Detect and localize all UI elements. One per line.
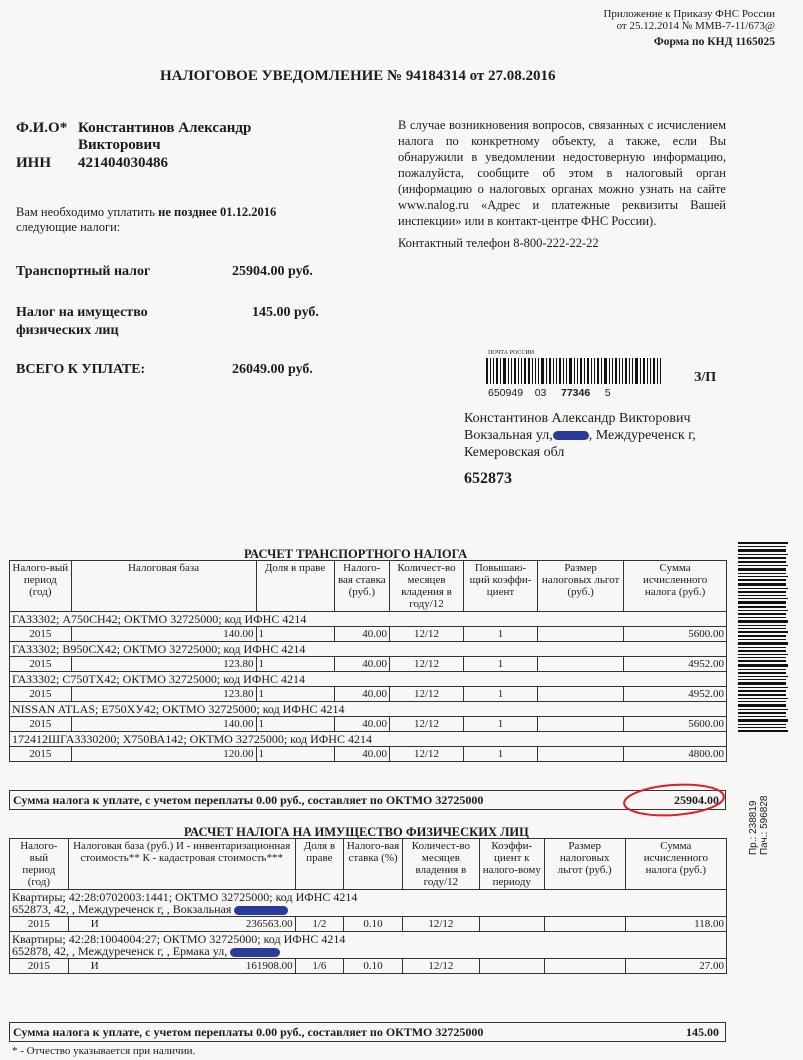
cell-rate: 0.10	[344, 917, 403, 932]
barcode-bar	[738, 588, 788, 589]
cell-period: 2015	[10, 687, 72, 702]
barcode-bar	[738, 664, 788, 667]
total-label: ВСЕГО К УПЛАТЕ:	[16, 362, 146, 377]
vehicle-desc-row	[10, 732, 727, 747]
recipient-address	[464, 410, 764, 461]
barcode-bar	[591, 358, 592, 384]
cell-share: 1	[256, 627, 334, 642]
col-period: Налого-вый период (год)	[10, 839, 69, 890]
cell-coef: 1	[464, 687, 538, 702]
cell-rate: 40.00	[334, 657, 389, 672]
redaction-mark	[234, 906, 288, 915]
vehicle-desc-row	[10, 612, 727, 627]
taxpayer-name-1: Константинов Александр	[78, 120, 252, 136]
property-desc-line-1: Квартиры; 42:28:1004004:27; ОКТМО 32725000; код ИФНС 4214	[12, 932, 346, 946]
payment-prefix: Вам необходимо уплатить	[16, 205, 156, 219]
col-months: Количест-во месяцев владения в году/12	[390, 561, 464, 612]
col-base: Налоговая база (руб.) И - инвентаризационная стоимость** К - кадастровая стоимость***	[68, 839, 295, 890]
barcode-bar	[490, 358, 491, 384]
barcode-bar	[511, 358, 512, 384]
barcode-bar	[738, 565, 788, 566]
col-benefit: Размер налоговых льгот (руб.)	[544, 839, 625, 890]
recipient-street	[464, 427, 764, 444]
postcode: 652873	[464, 470, 512, 487]
property-desc-line-2	[12, 945, 724, 957]
cell-base-value: 236563.00	[245, 918, 293, 930]
barcode-bar	[563, 358, 564, 384]
barcode-bar	[660, 358, 661, 384]
barcode-bar	[629, 358, 630, 384]
property-table-title: РАСЧЕТ НАЛОГА НА ИМУЩЕСТВО ФИЗИЧЕСКИХ ЛИЦ	[184, 825, 529, 839]
cell-benefit	[537, 627, 623, 642]
cell-rate: 40.00	[334, 717, 389, 732]
cell-months: 12/12	[402, 959, 479, 974]
barcode-bar	[541, 358, 544, 384]
barcode-bar	[535, 358, 536, 384]
info-text: В случае возникновения вопросов, связанных с исчислением налога по конкретному объекту, а также, если Вы обнаружили в уведомлении недостоверную информацию, пожалуйста, сообщите об этом в налоговый орган (информацию о налоговых органах можно узнать на сайте www.nalog.ru «Адрес и платежные реквизиты Вашей инспекции» или в контакт-центре ФНС России).	[398, 118, 726, 228]
cell-share: 1/6	[295, 959, 344, 974]
barcode-bar	[738, 595, 786, 596]
payment-notice	[16, 205, 316, 235]
cell-benefit	[544, 917, 625, 932]
barcode-bar	[738, 730, 788, 732]
barcode-bar	[738, 650, 786, 652]
cell-sum: 4800.00	[624, 747, 727, 762]
barcode-bar	[738, 716, 786, 717]
cell-base	[68, 917, 295, 932]
annex-line-2: от 25.12.2014 № ММВ-7-11/673@	[616, 20, 775, 32]
barcode-bar	[738, 724, 786, 725]
barcode-bar	[738, 598, 788, 599]
table-row	[10, 687, 727, 702]
barcode-bar	[738, 704, 786, 707]
barcode-bar	[486, 358, 488, 384]
barcode-bar	[738, 698, 788, 699]
transport-tax-amount: 25904.00 руб.	[232, 264, 313, 279]
cell-sum: 4952.00	[624, 687, 727, 702]
cell-coef	[479, 917, 544, 932]
annex-reference	[475, 8, 775, 32]
redaction-mark	[553, 431, 589, 440]
cell-coef: 1	[464, 627, 538, 642]
col-rate: Налого-вая ставка (%)	[344, 839, 403, 890]
cell-coef: 1	[464, 657, 538, 672]
barcode-bar	[587, 358, 589, 384]
cell-benefit	[544, 959, 625, 974]
cell-months: 12/12	[402, 917, 479, 932]
barcode-bar	[559, 358, 561, 384]
transport-summary-amount: 25904.00	[674, 793, 719, 807]
barcode-bar	[738, 682, 786, 685]
barcode-bar	[569, 358, 572, 384]
barcode-bar	[738, 660, 786, 662]
barcode-bar	[640, 358, 641, 384]
cell-sum: 118.00	[625, 917, 726, 932]
table-row	[10, 917, 727, 932]
recipient-name: Константинов Александр Викторович	[464, 411, 691, 426]
col-sum: Сумма исчисленного налога (руб.)	[625, 839, 726, 890]
cell-share: 1	[256, 687, 334, 702]
col-rate: Налого-вая ставка (руб.)	[334, 561, 389, 612]
barcode-bar	[532, 358, 533, 384]
barcode-bar	[597, 358, 599, 384]
cell-months: 12/12	[390, 747, 464, 762]
deadline-date: 01.12.2016	[220, 205, 277, 219]
barcode-bar	[574, 358, 575, 384]
zp-mark: З/П	[694, 370, 717, 385]
barcode-bar	[738, 657, 786, 658]
barcode-bar	[738, 679, 786, 680]
barcode-bar	[738, 601, 786, 604]
contact-phone: Контактный телефон 8-800-222-22-22	[398, 236, 599, 250]
cell-base: 123.80	[71, 657, 256, 672]
transport-header-row	[10, 561, 727, 612]
property-desc-row	[10, 890, 727, 917]
barcode-bar	[657, 358, 658, 384]
inn-value: 421404030486	[78, 155, 168, 171]
barcode-bar	[738, 583, 786, 586]
barcode-bar	[632, 358, 633, 384]
cell-coef: 1	[464, 747, 538, 762]
cell-share: 1	[256, 717, 334, 732]
cell-period: 2015	[10, 657, 72, 672]
redaction-mark	[230, 948, 280, 957]
barcode-bar	[566, 358, 567, 384]
barcode-bar	[635, 358, 638, 384]
notice-title: НАЛОГОВОЕ УВЕДОМЛЕНИЕ № 94184314 от 27.08.2016	[160, 68, 556, 84]
property-desc-line-2	[12, 903, 724, 915]
barcode-bar	[622, 358, 623, 384]
property-tax-label-2: физических лиц	[16, 323, 119, 338]
payment-suffix: следующие налоги:	[16, 220, 121, 234]
barcode-bar	[647, 358, 648, 384]
footnote: * - Отчество указывается при наличии.	[12, 1045, 196, 1057]
inn-label: ИНН	[16, 155, 52, 171]
barcode-bar	[546, 358, 547, 384]
street-suffix: , Междуреченск г,	[588, 428, 696, 443]
col-share: Доля в праве	[295, 839, 344, 890]
barcode-bar	[615, 358, 617, 384]
side-stamp-2: Пач.: 596828	[759, 795, 770, 855]
barcode-bar	[738, 617, 786, 618]
cell-base: 140.00	[71, 627, 256, 642]
vehicle-desc: NISSAN ATLAS; Е750ХУ42; ОКТМО 32725000; код ИФНС 4214	[10, 702, 727, 717]
vehicle-desc: ГАЗ3302; В950СХ42; ОКТМО 32725000; код ИФНС 4214	[10, 642, 727, 657]
barcode-bar	[738, 676, 788, 677]
taxpayer-name-2: Викторович	[78, 137, 161, 153]
annex-line-1: Приложение к Приказу ФНС России	[603, 8, 775, 20]
barcode-bar	[556, 358, 557, 384]
barcode-bar	[619, 358, 620, 384]
cell-base: 140.00	[71, 717, 256, 732]
table-row	[10, 717, 727, 732]
barcode-bar	[738, 579, 786, 581]
cell-rate: 40.00	[334, 627, 389, 642]
transport-summary	[9, 790, 726, 810]
col-benefit: Размер налоговых льгот (руб.)	[537, 561, 623, 612]
property-desc-line-1: Квартиры; 42:28:0702003:1441; ОКТМО 32725000; код ИФНС 4214	[12, 890, 358, 904]
barcode-bar	[738, 712, 786, 714]
vehicle-desc: ГАЗ3302; С750ТХ42; ОКТМО 32725000; код ИФНС 4214	[10, 672, 727, 687]
cell-months: 12/12	[390, 717, 464, 732]
barcode-bar	[650, 358, 651, 384]
barcode-bar	[738, 542, 788, 544]
table-row	[10, 627, 727, 642]
deadline-label: не позднее	[158, 205, 217, 219]
cell-months: 12/12	[390, 687, 464, 702]
barcode-bar	[738, 606, 786, 608]
barcode-bar	[553, 358, 554, 384]
barcode-bar	[738, 687, 788, 688]
barcode-bar	[738, 654, 788, 655]
barcode-bar	[577, 358, 578, 384]
barcode-bar	[612, 358, 613, 384]
barcode-bar	[738, 549, 786, 552]
cell-base-value: 161908.00	[245, 960, 293, 972]
barcode-bar	[524, 358, 526, 384]
barcode-bar	[738, 620, 788, 623]
barcode-bar	[500, 358, 501, 384]
barcode-bar	[521, 358, 522, 384]
red-ink-circle	[620, 780, 728, 820]
barcode-bar	[738, 625, 786, 626]
cell-months: 12/12	[390, 627, 464, 642]
vehicle-desc-row	[10, 672, 727, 687]
barcode-digits-4: 5	[604, 387, 611, 399]
cell-rate: 0.10	[344, 959, 403, 974]
side-stamp-1: Пр.: 238819	[748, 800, 759, 855]
cell-base-type: И	[90, 960, 99, 972]
vehicle-desc: 172412ШГА3330200; Х750ВА142; ОКТМО 32725000; код ИФНС 4214	[10, 732, 727, 747]
total-amount: 26049.00 руб.	[232, 362, 313, 377]
transport-tax-label: Транспортный налог	[16, 264, 151, 279]
vehicle-desc-row	[10, 642, 727, 657]
postal-barcode	[486, 358, 663, 384]
barcode-digits-3: 77346	[561, 387, 591, 399]
recipient-region: Кемеровская обл	[464, 445, 565, 460]
barcode-bar	[738, 719, 788, 722]
cell-share: 1	[256, 747, 334, 762]
barcode-bar	[580, 358, 582, 384]
barcode-bar	[738, 573, 786, 574]
cell-rate: 40.00	[334, 687, 389, 702]
table-row	[10, 657, 727, 672]
cell-benefit	[537, 747, 623, 762]
barcode-bar	[738, 694, 786, 696]
col-sum: Сумма исчисленного налога (руб.)	[624, 561, 727, 612]
property-header-row	[10, 839, 727, 890]
cell-benefit	[537, 657, 623, 672]
barcode-bar	[738, 557, 786, 559]
barcode-bar	[518, 358, 519, 384]
side-stamp	[748, 796, 770, 855]
property-address: 652873, 42, , Междуреченск г, , Вокзальная	[12, 902, 232, 916]
barcode-bar	[738, 642, 788, 645]
barcode-bar	[493, 358, 494, 384]
cell-period: 2015	[10, 627, 72, 642]
barcode-bar	[738, 639, 786, 640]
barcode-bar	[738, 669, 786, 670]
table-row	[10, 959, 727, 974]
property-summary-label: Сумма налога к уплате, с учетом переплаты 0.00 руб., составляет по ОКТМО 32725000	[13, 1025, 484, 1039]
cell-coef	[479, 959, 544, 974]
col-base: Налоговая база	[71, 561, 256, 612]
cell-base-type: И	[90, 918, 99, 930]
col-months: Количест-во месяцев владения в году/12	[402, 839, 479, 890]
cell-period: 2015	[10, 917, 69, 932]
form-code: Форма по КНД 1165025	[653, 36, 775, 48]
barcode-bar	[496, 358, 498, 384]
barcode-digits	[488, 387, 611, 399]
barcode-bar	[738, 672, 786, 674]
property-summary-amount: 145.00	[686, 1025, 719, 1039]
fio-label: Ф.И.О*	[16, 120, 68, 136]
barcode-bar	[653, 358, 655, 384]
barcode-bar	[604, 358, 607, 384]
barcode-bar	[738, 709, 788, 710]
side-barcode	[738, 542, 788, 734]
barcode-bar	[738, 628, 786, 629]
barcode-bar	[594, 358, 595, 384]
col-share: Доля в праве	[256, 561, 334, 612]
barcode-bar	[738, 610, 788, 611]
barcode-bar	[601, 358, 602, 384]
barcode-bar	[508, 358, 509, 384]
property-desc-row	[10, 932, 727, 959]
table-row	[10, 747, 727, 762]
property-desc	[10, 932, 727, 959]
property-table	[9, 838, 727, 974]
transport-table	[9, 560, 727, 762]
transport-table-title: РАСЧЕТ ТРАНСПОРТНОГО НАЛОГА	[244, 547, 468, 561]
cell-base: 123.80	[71, 687, 256, 702]
barcode-bar	[549, 358, 551, 384]
cell-months: 12/12	[390, 657, 464, 672]
cell-sum: 4952.00	[624, 657, 727, 672]
cell-base	[68, 959, 295, 974]
col-coef: Повышаю-щий коэффи-циент	[464, 561, 538, 612]
property-tax-amount: 145.00 руб.	[252, 305, 319, 320]
cell-rate: 40.00	[334, 747, 389, 762]
cell-sum: 27.00	[625, 959, 726, 974]
transport-summary-label: Сумма налога к уплате, с учетом переплаты 0.00 руб., составляет по ОКТМО 32725000	[13, 793, 484, 807]
barcode-bar	[738, 576, 788, 577]
cell-benefit	[537, 717, 623, 732]
barcode-bar	[643, 358, 645, 384]
cell-period: 2015	[10, 717, 72, 732]
barcode-bar	[738, 613, 786, 615]
barcode-bar	[625, 358, 627, 384]
cell-coef: 1	[464, 717, 538, 732]
vehicle-desc: ГАЗ3302; А750СН42; ОКТМО 32725000; код ИФНС 4214	[10, 612, 727, 627]
barcode-bar	[738, 561, 786, 563]
barcode-bar	[738, 546, 786, 547]
barcode-bar	[738, 631, 788, 633]
cell-period: 2015	[10, 747, 72, 762]
cell-sum: 5600.00	[624, 717, 727, 732]
street-prefix: Вокзальная ул,	[464, 428, 553, 443]
barcode-bar	[738, 554, 788, 555]
barcode-bar	[738, 701, 786, 702]
col-period: Налого-вый период (год)	[10, 561, 72, 612]
vehicle-desc-row	[10, 702, 727, 717]
post-label: ПОЧТА РОССИИ	[488, 350, 535, 356]
property-address: 652878, 42, , Междуреченск г, , Ермака ул,	[12, 944, 228, 958]
col-coef: Коэффи-циент к налого-вому периоду	[479, 839, 544, 890]
cell-sum: 5600.00	[624, 627, 727, 642]
property-tax-label-1: Налог на имущество	[16, 305, 148, 320]
barcode-bar	[738, 591, 786, 593]
barcode-digits-1: 650949	[488, 387, 524, 399]
barcode-bar	[738, 690, 786, 692]
property-summary	[9, 1022, 726, 1042]
barcode-bar	[738, 568, 786, 571]
barcode-bar	[609, 358, 610, 384]
property-desc	[10, 890, 727, 917]
cell-share: 1/2	[295, 917, 344, 932]
barcode-bar	[738, 635, 786, 637]
barcode-digits-2: 03	[534, 387, 547, 399]
cell-share: 1	[256, 657, 334, 672]
cell-base: 120.00	[71, 747, 256, 762]
barcode-bar	[738, 647, 786, 648]
barcode-bar	[514, 358, 516, 384]
cell-benefit	[537, 687, 623, 702]
barcode-bar	[738, 727, 786, 728]
barcode-bar	[503, 358, 506, 384]
barcode-bar	[528, 358, 530, 384]
cell-period: 2015	[10, 959, 69, 974]
barcode-bar	[538, 358, 539, 384]
barcode-bar	[584, 358, 585, 384]
